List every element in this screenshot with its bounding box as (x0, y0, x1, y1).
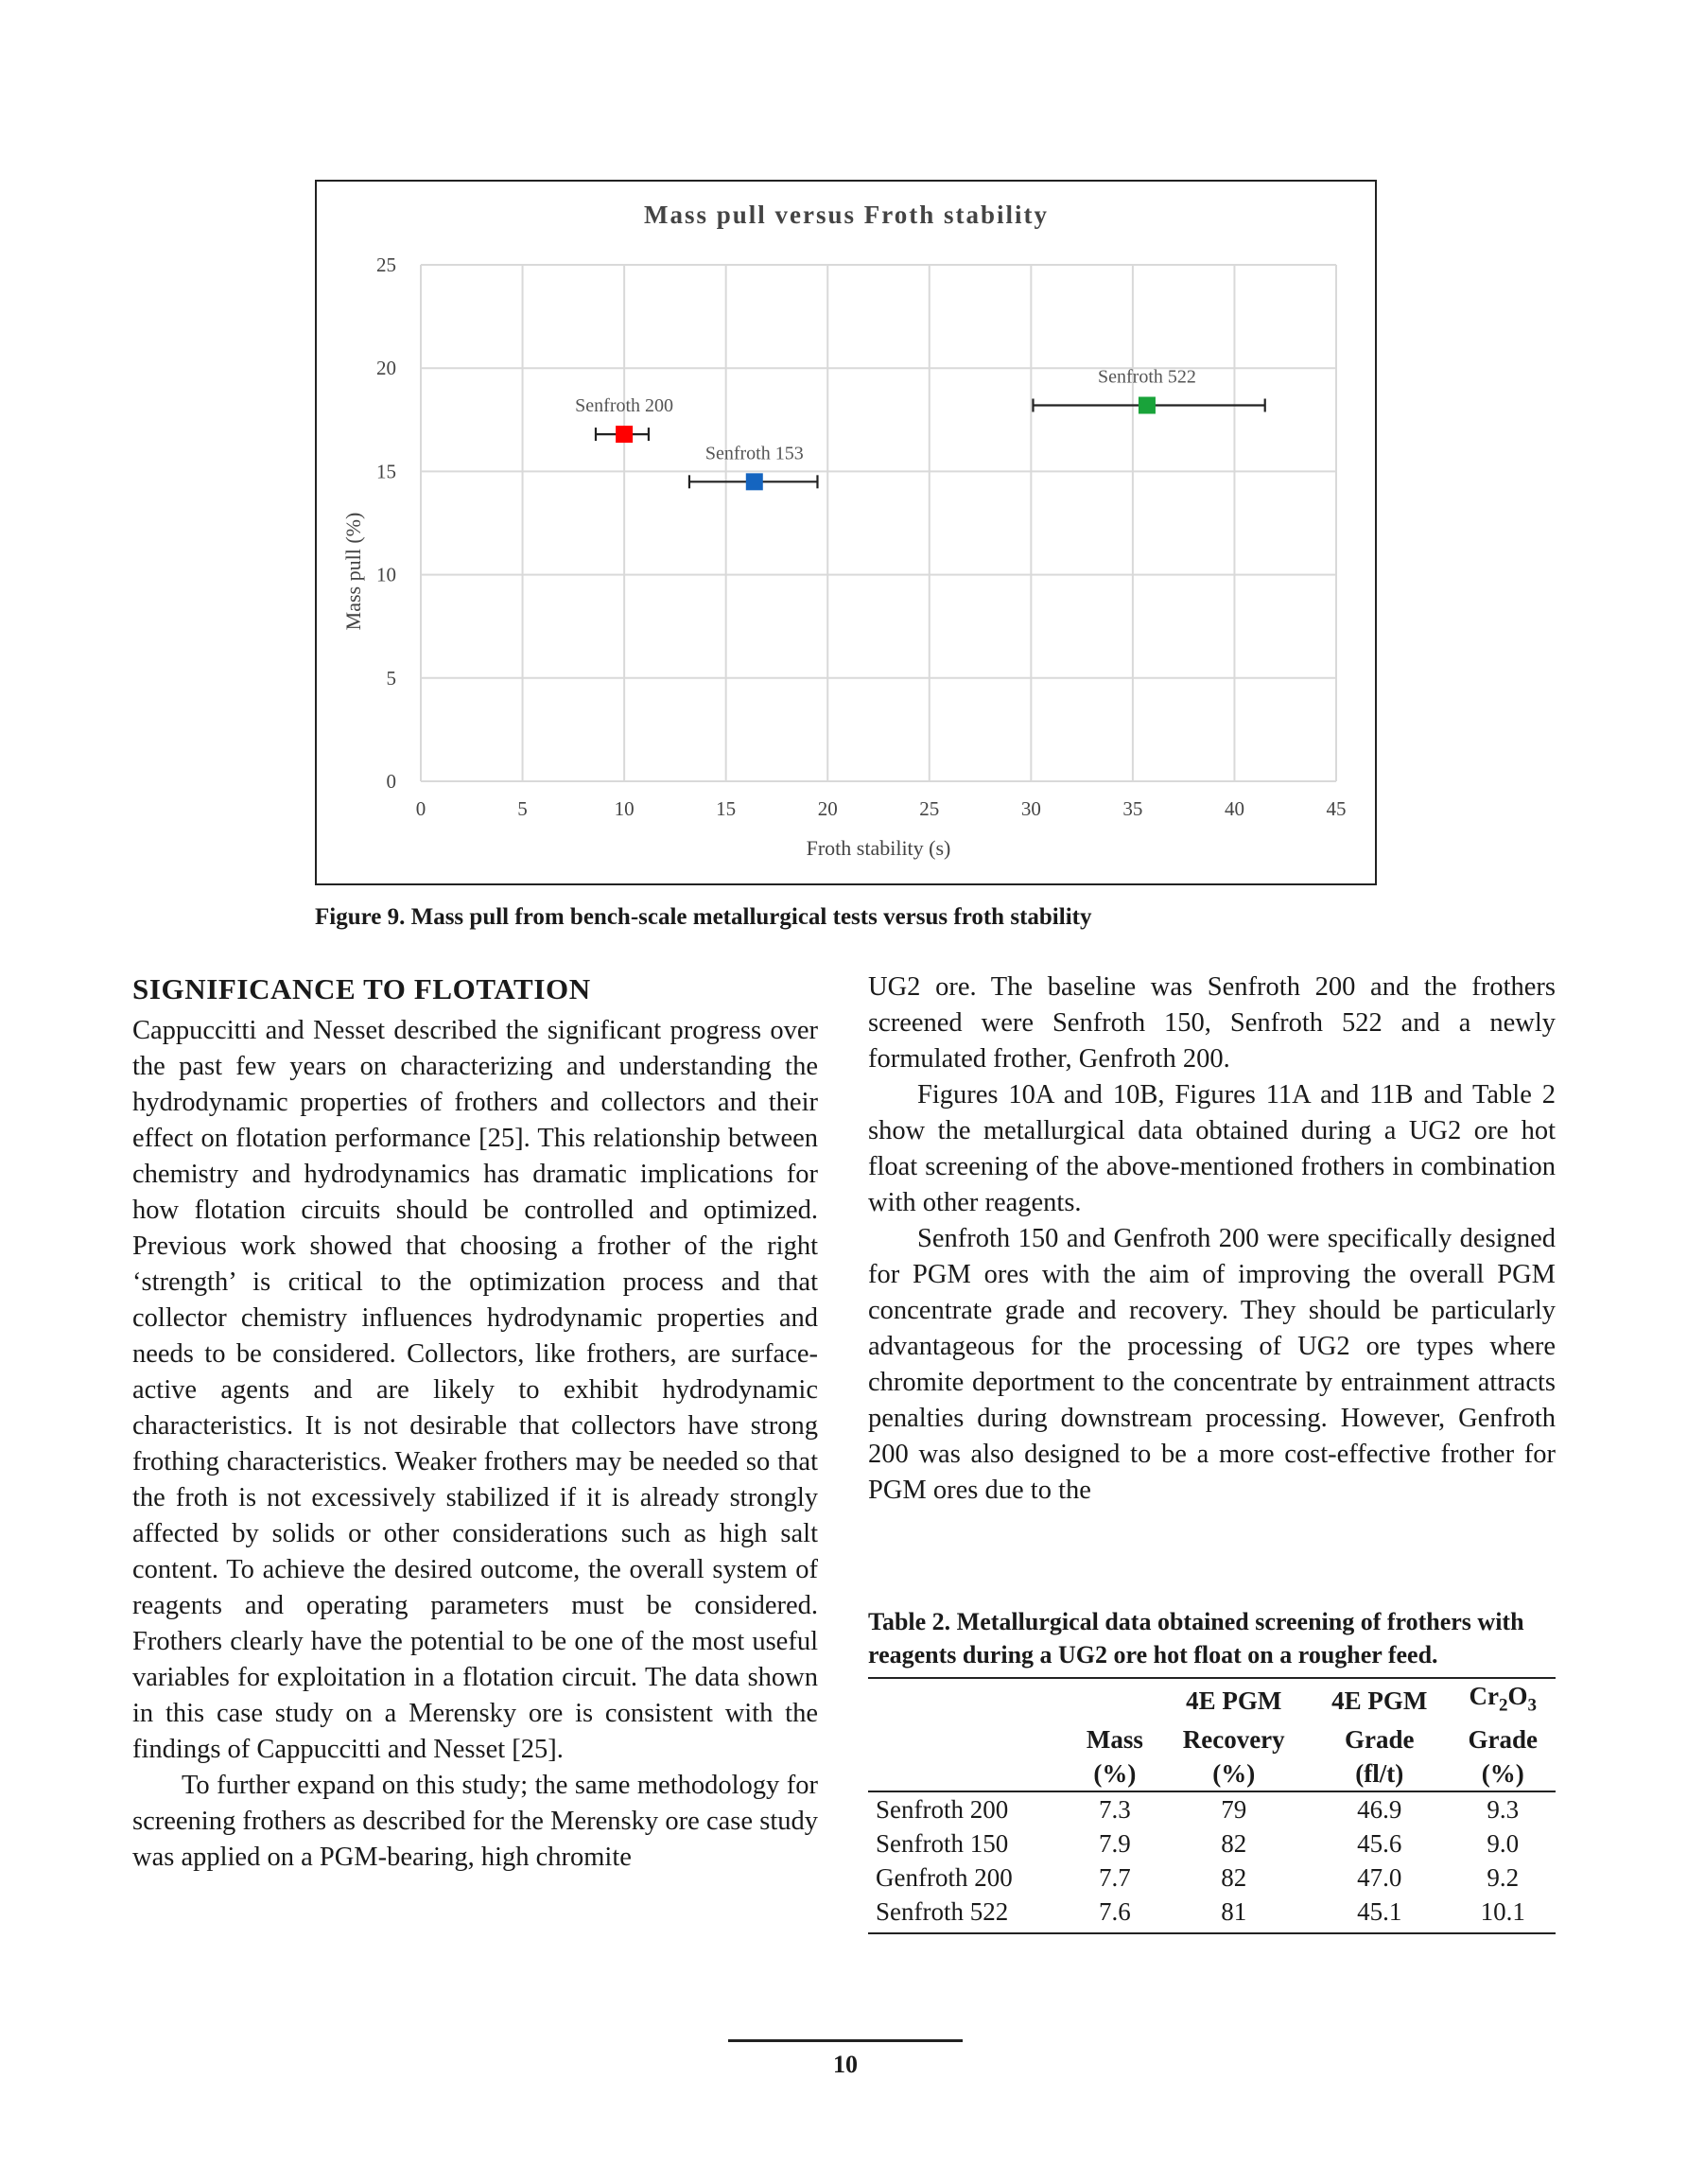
cell-mass: 7.3 (1099, 1795, 1131, 1825)
cell-mass: 7.7 (1099, 1863, 1131, 1893)
header-grade-unit: (fl/t) (1309, 1756, 1450, 1791)
cell-cr: 9.3 (1487, 1795, 1520, 1825)
header-recovery-2: Recovery (1182, 1725, 1285, 1755)
x-tick-label: 0 (415, 797, 426, 820)
cell-name: Genfroth 200 (876, 1863, 1013, 1893)
cell-name: Senfroth 522 (868, 1895, 1070, 1933)
table-row (868, 1826, 1556, 1861)
x-tick-label: 10 (614, 797, 635, 820)
cell-grade: 45.1 (1309, 1895, 1450, 1933)
cell-grade: 46.9 (1357, 1795, 1402, 1825)
table-row (868, 1791, 1556, 1826)
cell-name: Senfroth 200 (876, 1795, 1009, 1825)
page-number: 10 (833, 2051, 858, 2078)
cell-cr: 9.2 (1487, 1863, 1520, 1893)
table-2 (868, 1605, 1556, 1934)
cell-recovery: 81 (1158, 1895, 1309, 1933)
data-label: Senfroth 200 (575, 395, 674, 417)
y-axis-label: Mass pull (%) (341, 512, 365, 631)
y-tick-label: 0 (386, 770, 396, 793)
mass-pull-chart (317, 182, 1375, 883)
cell-mass: 7.6 (1070, 1895, 1158, 1933)
header-cr-unit: (%) (1450, 1756, 1556, 1791)
paragraph: Figures 10A and 10B, Figures 11A and 11B and Table 2 show the metallurgical data obtained during a UG2 ore hot float screening of the above-mentioned frothers in combination with other reagents. (868, 1080, 1556, 1217)
cell-grade: 45.6 (1357, 1829, 1402, 1859)
paragraph: Cappuccitti and Nesset described the significant progress over the past few years on characterizing and understanding the hydrodynamic properties of frothers and collectors and their effect on flotation performance [25]. This relationship between chemistry and hydrodynamics has dramatic implications for how flotation circuits should be controlled and optimized. Previous work showed that choosing a frother of the right ‘strength’ is critical to the optimization process and that collector chemistry influences hydrodynamic properties and needs to be considered. Collectors, like frothers, are surface-active agents and are likely to exhibit hydrodynamic characteristics. It is not desirable that collectors have strong frothing characteristics. Weaker frothers may be needed so that the froth is not excessively stabilized if it is already strongly affected by solids or other considerations such as high salt content. To achieve the desired outcome, the overall system of reagents and operating parameters must be considered. Frothers clearly have the potential to be one of the most useful variables for exploitation in a flotation circuit. The data shown in this case study on a Merensky ore is consistent with the findings of Cappuccitti and Nesset [25]. (132, 1016, 818, 1764)
left-column (132, 970, 818, 1876)
x-tick-label: 20 (817, 797, 838, 820)
header-mass-unit: (%) (1070, 1756, 1158, 1791)
header-recovery-unit: (%) (1158, 1756, 1309, 1791)
cell-recovery: 82 (1221, 1829, 1247, 1859)
x-tick-label: 30 (1020, 797, 1041, 820)
header-grade-1: 4E PGM (1309, 1678, 1450, 1722)
header-cr-grade: Grade (1468, 1725, 1538, 1755)
cell-cr: 10.1 (1450, 1895, 1556, 1933)
y-tick-label: 20 (376, 357, 396, 380)
header-cr2o3: $Cr_2O_3$ (1450, 1678, 1556, 1722)
paragraph: UG2 ore. The baseline was Senfroth 200 and the frothers screened were Senfroth 150, Senfroth 522 and a newly formulated frother, Genfroth 200. (868, 972, 1556, 1074)
x-tick-label: 45 (1326, 797, 1347, 820)
cell-grade: 47.0 (1357, 1863, 1402, 1893)
footer-rule (728, 2039, 963, 2042)
data-point (746, 473, 763, 490)
table-row (868, 1861, 1556, 1895)
chart-grid (421, 265, 1336, 781)
y-tick-label: 10 (376, 563, 396, 586)
cell-recovery: 79 (1221, 1795, 1247, 1825)
cell-mass: 7.9 (1099, 1829, 1131, 1859)
cell-recovery: 82 (1221, 1863, 1247, 1893)
figure-9 (315, 180, 1377, 885)
x-axis-label: Froth stability (s) (806, 836, 951, 860)
y-tick-label: 25 (376, 253, 396, 276)
right-column (868, 970, 1556, 1509)
data-label: Senfroth 153 (704, 443, 804, 464)
y-tick-label: 15 (376, 460, 396, 483)
header-mass-2: Mass (1086, 1725, 1143, 1755)
table-caption: Table 2. Metallurgical data obtained screening of frothers with reagents during a UG2 ore hot float on a rougher feed. (868, 1608, 1524, 1669)
x-tick-label: 35 (1122, 797, 1143, 820)
data-point (1139, 397, 1156, 414)
header-blank (868, 1678, 1070, 1722)
cell-cr: 9.0 (1487, 1829, 1520, 1859)
data-point (616, 426, 633, 443)
section-heading: SIGNIFICANCE TO FLOTATION (132, 972, 591, 1005)
chart-title: Mass pull versus Froth stability (643, 201, 1050, 229)
header-grade-2: Grade (1344, 1725, 1415, 1755)
metallurgical-data-table (868, 1677, 1556, 1934)
y-tick-label: 5 (386, 666, 396, 690)
header-mass-1 (1070, 1678, 1158, 1722)
figure-caption: Figure 9. Mass pull from bench-scale metallurgical tests versus froth stability (315, 904, 1092, 930)
header-recovery-1: 4E PGM (1158, 1678, 1309, 1722)
paragraph: Senfroth 150 and Genfroth 200 were specifically designed for PGM ores with the aim of improving the overall PGM concentrate grade and recovery. They should be particularly advantageous for the processing of UG2 ore types where chromite deportment to the concentrate by entrainment attracts penalties during downstream processing. However, Genfroth 200 was also designed to be a more cost-effective frother for PGM ores due to the (868, 1224, 1556, 1505)
x-tick-label: 40 (1224, 797, 1244, 820)
paragraph: To further expand on this study; the same methodology for screening frothers as described for the Merensky ore case study was applied on a PGM-bearing, high chromite (132, 1771, 818, 1872)
data-label: Senfroth 522 (1098, 366, 1196, 388)
cell-name: Senfroth 150 (876, 1829, 1009, 1859)
x-tick-label: 5 (517, 797, 528, 820)
x-tick-label: 15 (716, 797, 737, 820)
x-tick-label: 25 (919, 797, 940, 820)
table-row (868, 1895, 1556, 1933)
